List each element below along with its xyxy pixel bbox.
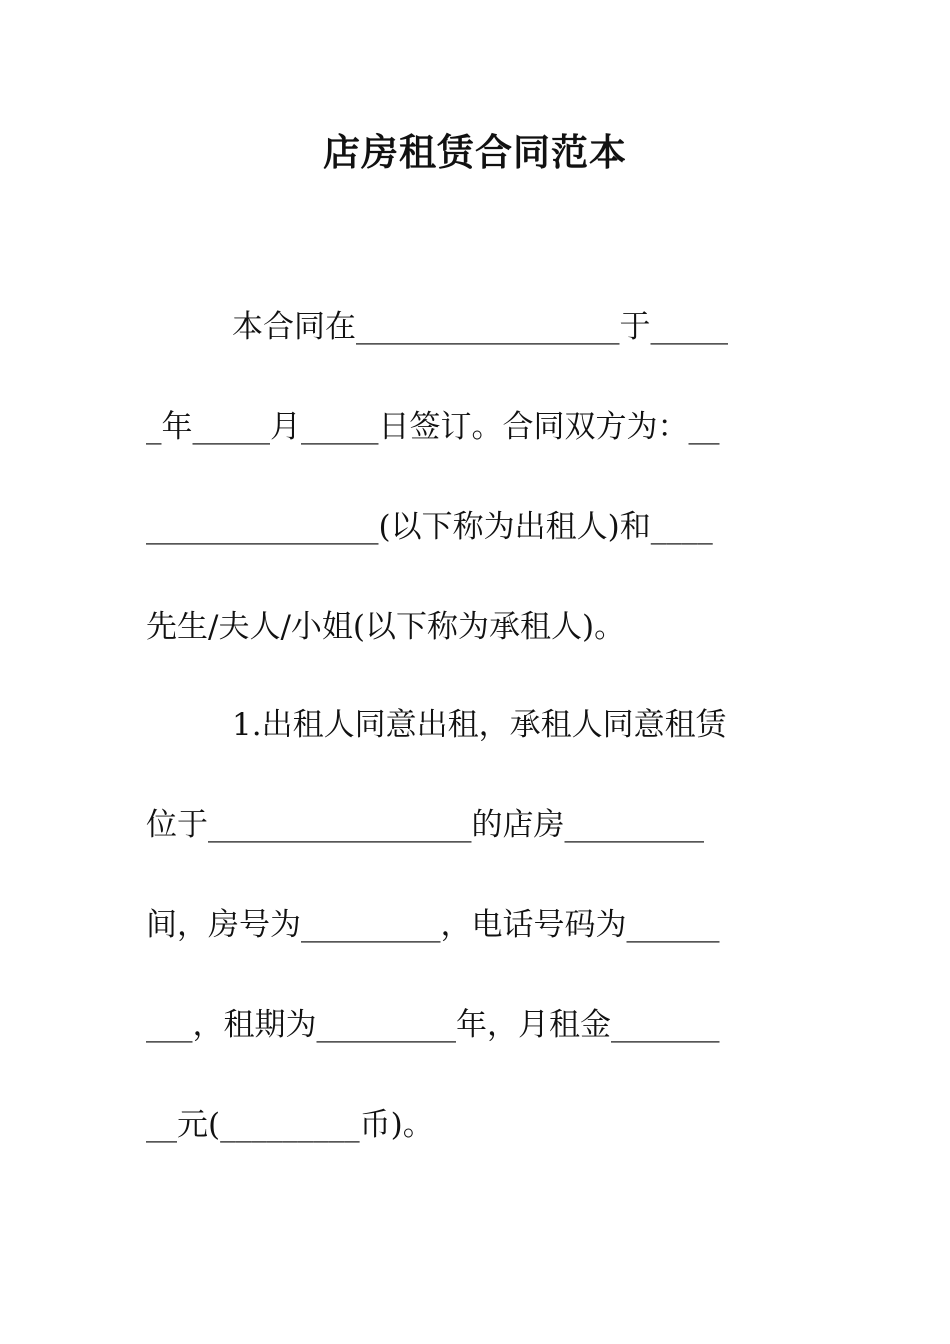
contract-line-9: __元(_________币)。 (146, 1107, 434, 1143)
contract-line-1: 本合同在_________________于_____ (232, 309, 728, 345)
contract-line-7: 间，房号为_________，电话号码为______ (146, 907, 720, 943)
contract-line-4: 先生/夫人/小姐(以下称为承租人)。 (146, 609, 626, 645)
contract-line-5: 1.出租人同意出租，承租人同意租赁 (232, 707, 727, 743)
contract-line-6: 位于_________________的店房_________ (146, 807, 704, 843)
contract-line-8: ___，租期为_________年，月租金_______ (146, 1007, 720, 1043)
contract-line-2: _年_____月_____日签订。合同双方为：__ (146, 409, 720, 445)
contract-line-3: _______________(以下称为出租人)和____ (146, 509, 713, 545)
document-title: 店房租赁合同范本 (323, 131, 627, 174)
